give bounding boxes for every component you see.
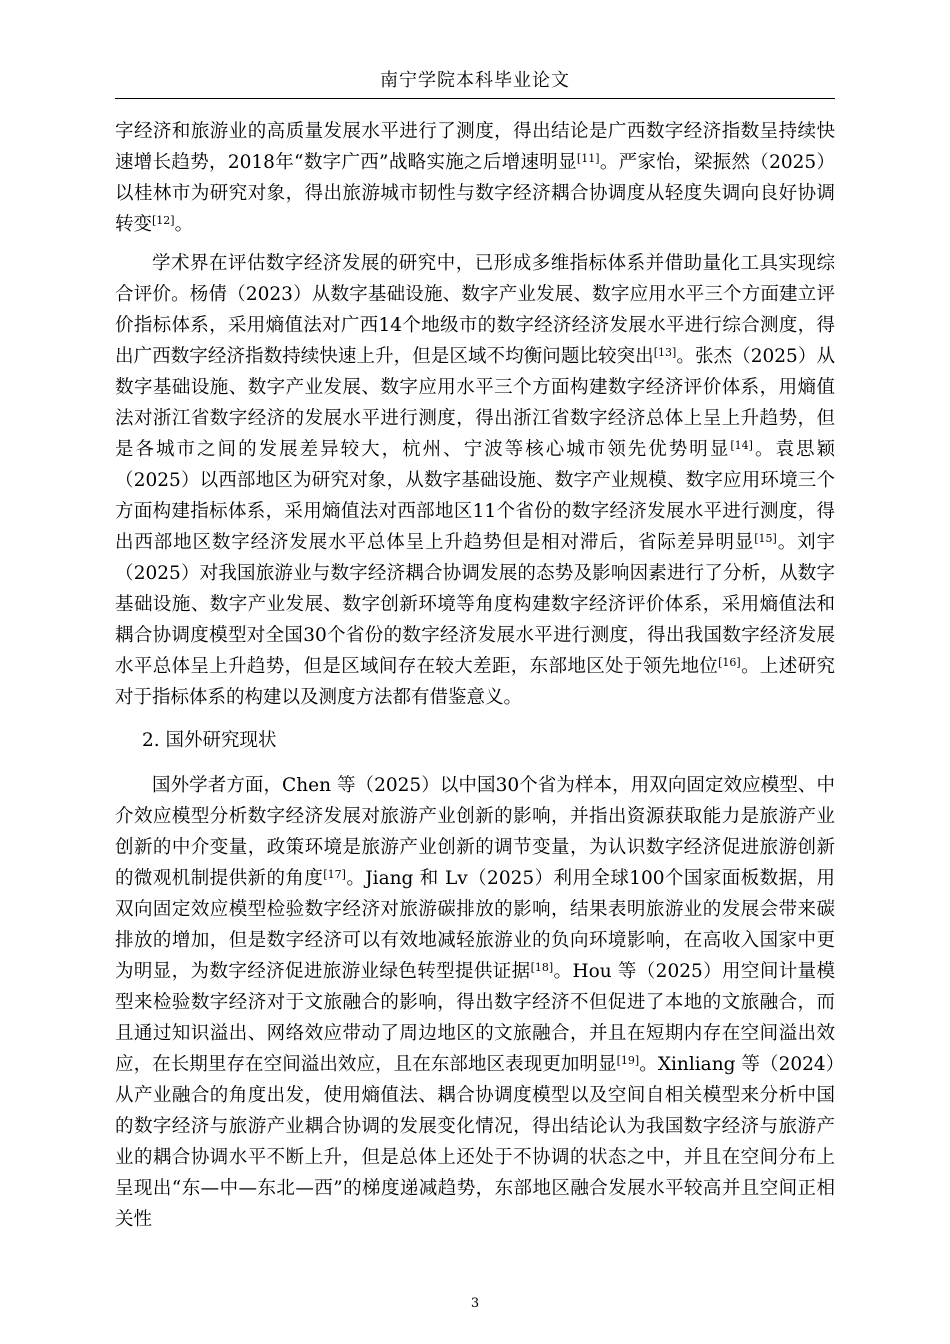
text-run: 。Hou 等（2025）用空间计量模型来检验数字经济对于文旅融合的影响，得出数字经济不但促进了本地的文旅融合，而且通过知识溢出、网络效应带动了周边地区的文旅融合，并且在短期内存在空间溢出效应，在长期里存在空间溢出效应，且在东部地区表现更加明显: [115, 961, 835, 1075]
text-run: 。袁思颖（2025）以西部地区为研究对象，从数字基础设施、数字产业规模、数字应用环境三个方面构建指标体系，采用熵值法对西部地区11个省份的数字经济发展水平进行测度，得出西部地区数字经济发展水平总体呈上升趋势但是相对滞后，省际差异明显: [115, 439, 835, 553]
section-heading: 2. 国外研究现状: [142, 730, 277, 751]
citation-ref: [11]: [576, 152, 600, 165]
text-run: 国外学者方面，Chen 等（2025）以中国30个省为样本，用双向固定效应模型、中介效应模型分析数字经济发展对旅游产业创新的影响，并指出资源获取能力是旅游产业创新的中介变量，政策环境是旅游产业创新的调节变量，为认识数字经济促进旅游创新的微观机制提供新的角度: [115, 775, 835, 889]
body-text: [115, 116, 835, 1235]
paragraph-continuation: [115, 116, 835, 240]
citation-ref: [19]: [616, 1054, 640, 1067]
text-run: 。刘宇（2025）对我国旅游业与数字经济耦合协调发展的态势及影响因素进行了分析，从数字基础设施、数字产业发展、数字创新环境等角度构建数字经济评价体系，采用熵值法和耦合协调度模型对全国30个省份的数字经济发展水平进行测度，得出我国数字经济发展水平总体呈上升趋势，但是区域间存在较大差距，东部地区处于领先地位: [115, 532, 835, 677]
header-rule: [115, 98, 835, 99]
text-run: 。严家怡，梁振然（2025）以桂林市为研究对象，得出旅游城市韧性与数字经济耦合协调度从轻度失调向良好协调转变: [115, 152, 835, 235]
citation-ref: [15]: [754, 532, 777, 545]
text-run: 学术界在评估数字经济发展的研究中，已形成多维指标体系并借助量化工具实现综合评价。杨倩（2023）从数字基础设施、数字产业发展、数字应用水平三个方面建立评价指标体系，采用熵值法对广西14个地级市的数字经济经济发展水平进行综合测度，得出广西数字经济指数持续快速上升，但是区域不均衡问题比较突出: [115, 253, 835, 367]
text-run: 。: [174, 214, 194, 235]
paragraph-foreign-review: [115, 770, 835, 1235]
text-run: 。Xinliang 等（2024）从产业融合的角度出发，使用熵值法、耦合协调度模型以及空间自相关模型来分析中国的数字经济与旅游产业耦合协调的发展变化情况，得出结论认为我国数字经济与旅游产业的耦合协调水平不断上升，但是总体上还处于不协调的状态之中，并且在空间分布上呈现出“东—中—东北—西”的梯度递减趋势，东部地区融合发展水平较高并且空间正相关性: [115, 1054, 835, 1230]
text-run: 。上述研究对于指标体系的构建以及测度方法都有借鉴意义。: [115, 656, 835, 708]
text-run: 字经济和旅游业的高质量发展水平进行了测度，得出结论是广西数字经济指数呈持续快速增长趋势，2018年“数字广西”战略实施之后增速明显: [115, 121, 835, 173]
text-run: 。Jiang 和 Lv（2025）利用全球100个国家面板数据，用双向固定效应模型检验数字经济对旅游碳排放的影响，结果表明旅游业的发展会带来碳排放的增加，但是数字经济可以有效地减轻旅游业的负向环境影响，在高收入国家中更为明显，为数字经济促进旅游业绿色转型提供证据: [115, 868, 835, 982]
citation-ref: [12]: [152, 214, 175, 227]
citation-ref: [18]: [530, 961, 554, 974]
citation-ref: [16]: [718, 656, 741, 669]
citation-ref: [13]: [653, 346, 677, 359]
paragraph-domestic-review: [115, 248, 835, 713]
running-header: 南宁学院本科毕业论文: [380, 70, 570, 91]
text-run: 。张杰（2025）从数字基础设施、数字产业发展、数字应用水平三个方面构建数字经济评价体系，用熵值法对浙江省数字经济的发展水平进行测度，得出浙江省数字经济总体上呈上升趋势，但是各城市之间的发展差异较大，杭州、宁波等核心城市领先优势明显: [115, 346, 835, 460]
citation-ref: [14]: [730, 439, 753, 452]
page-number: 3: [470, 1296, 480, 1311]
citation-ref: [17]: [323, 868, 346, 881]
